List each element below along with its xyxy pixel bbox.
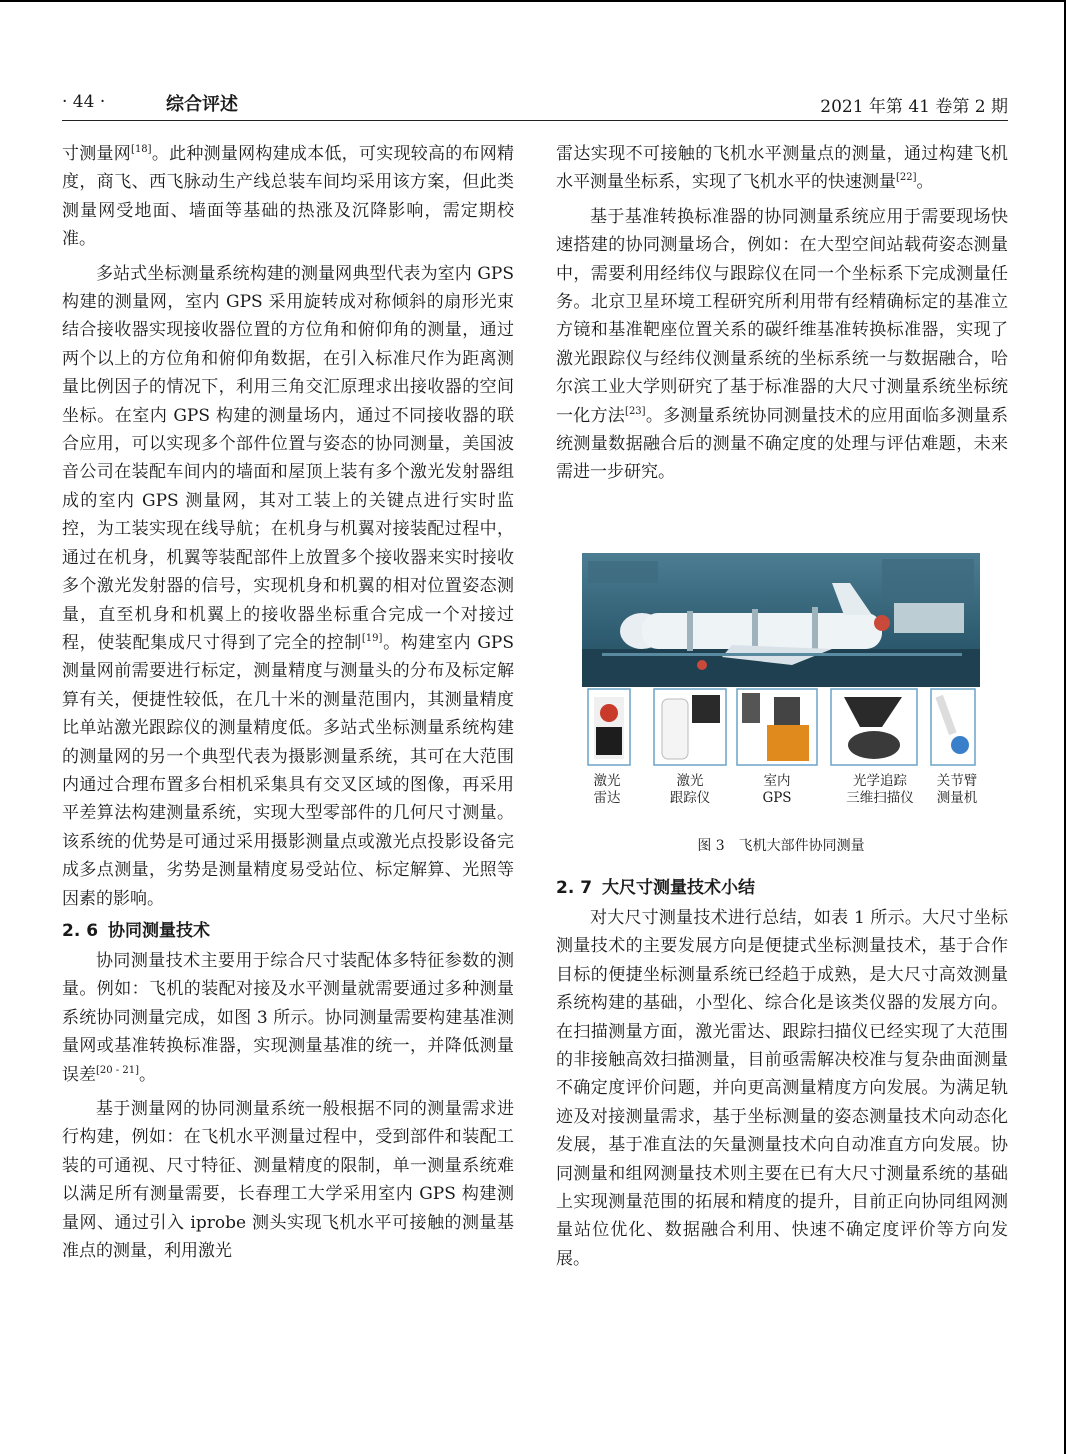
journal-issue: 2021 年第 41 卷第 2 期 xyxy=(820,97,1008,117)
paragraph xyxy=(556,140,1008,197)
paragraph xyxy=(62,1095,514,1265)
aircraft-illustration xyxy=(582,553,980,687)
label-articulated-arm: 关节臂 测量机 xyxy=(936,773,978,806)
citation: [22] xyxy=(896,172,917,184)
label-lidar: 激光 雷达 xyxy=(593,773,621,806)
section-heading-2-6 xyxy=(62,917,514,945)
aircraft-assembly-image xyxy=(582,553,980,687)
section-title: 大尺寸测量技术小结 xyxy=(602,878,755,898)
figure-3 xyxy=(582,553,980,855)
paragraph-text: 。构建室内 GPS 测量网前需要进行标定，测量精度与测量头的分布及标定解算有关，便捷性较低，在几十米的测量范围内，其测量精度比单站激光跟踪仪的测量精度低。多站式坐标测量系统构建的测量网的另一个典型代表为摄影测量系统，其可在大范围内通过合理布置多台相机采集具有交叉区域的图像，再采用平差算法构建测量系统，实现大型零部件的几何尺寸测量。该系统的优势是可通过采用摄影测量点或激光点投影设备完成多点测量，劣势是测量精度易受站位、标定解算、光照等因素的影响。 xyxy=(62,632,514,909)
paragraph-text: 。此种测量网构建成本低，可实现较高的布网精度，商飞、西飞脉动生产线总装车间均采用该方案，但此类测量网受地面、墙面等基础的热涨及沉降影响，需定期校准。 xyxy=(62,144,515,250)
instruments-illustration xyxy=(582,687,980,769)
paragraph-text: 基于基准转换标准器的协同测量系统应用于需要现场快速搭建的协同测量场合，例如：在大型空间站载荷姿态测量中，需要利用经纬仪与跟踪仪在同一个坐标系下完成测量任务。北京卫星环境工程研究所利用带有经精确标定的基准立方镜和基准靶座位置关系的碳纤维基准转换标准器，实现了激光跟踪仪与经纬仪测量系统的坐标系统一与数据融合，哈尔滨工业大学则研究了基于标准器的大尺寸测量系统坐标统一化方法 xyxy=(556,206,1008,426)
paragraph-text: 。 xyxy=(916,172,934,193)
figure-labels xyxy=(582,773,980,813)
paragraph-text: 对大尺寸测量技术进行总结，如表 1 所示。大尺寸坐标测量技术的主要发展方向是便捷式坐标测量技术，基于合作目标的便捷坐标测量系统已经趋于成熟，是大尺寸高效测量系统构建的基础，小型化、综合化是该类仪器的发展方向。在扫描测量方面，激光雷达、跟踪扫描仪已经实现了大范围的非接触高效扫描测量，目前亟需解决校准与复杂曲面测量不确定度评价问题，并向更高测量精度方向发展。为满足轨迹及对接测量需求，基于坐标测量的姿态测量技术向动态化发展，基于准直法的矢量测量技术向自动准直方向发展。协同测量和组网测量技术则主要在已有大尺寸测量系统的基础上实现测量范围的拓展和精度的提升，目前正向协同组网测量站位优化、数据融合利用、快速不确定度评价等方向发展。 xyxy=(556,908,1008,1269)
header-rule xyxy=(62,120,1008,121)
page-number: · 44 · xyxy=(62,92,106,112)
section-number: 2. 6 xyxy=(62,920,99,941)
label-laser-tracker: 激光 跟踪仪 xyxy=(669,773,711,806)
instrument-photos xyxy=(582,687,980,769)
right-column xyxy=(556,140,1008,487)
section-number: 2. 7 xyxy=(556,878,593,898)
section-heading-2-7 xyxy=(556,874,1008,902)
paragraph-text: 。多测量系统协同测量技术的应用面临多测量系统测量数据融合后的测量不确定度的处理与评估难题，未来需进一步研究。 xyxy=(556,405,1009,483)
label-optical-scanner: 光学追踪 三维扫描仪 xyxy=(846,773,914,806)
right-column-lower xyxy=(556,870,1008,1273)
paragraph-text: 。 xyxy=(139,1064,156,1085)
paragraph-text: 协同测量技术主要用于综合尺寸装配体多特征参数的测量。例如：飞机的装配对接及水平测量就需要通过多种测量系统协同测量完成，如图 3 所示。协同测量需要构建基准测量网或基准转换标准器，实现测量基准的统一，并降低测量误差 xyxy=(62,950,514,1085)
label-indoor-gps: 室内 GPS xyxy=(762,773,792,806)
paragraph xyxy=(62,947,514,1089)
section-name: 综合评述 xyxy=(166,94,238,115)
paragraph xyxy=(62,260,514,913)
citation: [20 - 21] xyxy=(96,1064,139,1076)
citation: [18] xyxy=(131,144,152,155)
paragraph-text: 雷达实现不可接触的飞机水平测量点的测量，通过构建飞机水平测量坐标系，实现了飞机水平的快速测量 xyxy=(556,144,1008,193)
section-title: 协同测量技术 xyxy=(108,920,210,941)
citation: [19] xyxy=(361,632,383,644)
paragraph-text: 多站式坐标测量系统构建的测量网典型代表为室内 GPS 构建的测量网，室内 GPS 采用旋转成对称倾斜的扇形光束结合接收器实现接收器位置的方位角和俯仰角的测量，通过两个以上的方位角和俯仰角数据，在引入标准尺作为距离测量比例因子的情况下，利用三角交汇原理求出接收器的空间坐标。在室内 GPS 构建的测量场内，通过不同接收器的联合应用，可以实现多个部件位置与姿态的协同测量，美国波音公司在装配车间内的墙面和屋顶上装有多个激光发射器组成的室内 GPS 测量网，其对工装上的关键点进行实时监控，为工装实现在线导航；在机身与机翼对接装配过程中，通过在机身，机翼等装配部件上放置多个接收器来实时接收多个激光发射器的信号，实现机身和机翼的相对位置姿态测量，直至机身和机翼上的接收器坐标重合完成一个对接过程，使装配集成尺寸得到了完全的控制 xyxy=(62,263,514,653)
citation: [23] xyxy=(625,405,646,417)
left-column xyxy=(62,140,514,1265)
paragraph xyxy=(556,904,1008,1273)
page-header xyxy=(62,88,1008,120)
paragraph xyxy=(556,203,1008,487)
figure-caption: 图 3 飞机大部件协同测量 xyxy=(697,838,865,854)
paragraph-text: 基于测量网的协同测量系统一般根据不同的测量需求进行构建，例如：在飞机水平测量过程中，受到部件和装配工装的可通视、尺寸特征、测量精度的限制，单一测量系统难以满足所有测量需要，长春理工大学采用室内 GPS 构建测量网、通过引入 iprobe 测头实现飞机水平可接触的测量基准点的测量，利用激光 xyxy=(62,1099,514,1262)
top-border xyxy=(0,0,1066,2)
paragraph xyxy=(62,140,514,254)
paragraph-text: 寸测量网 xyxy=(62,144,132,164)
